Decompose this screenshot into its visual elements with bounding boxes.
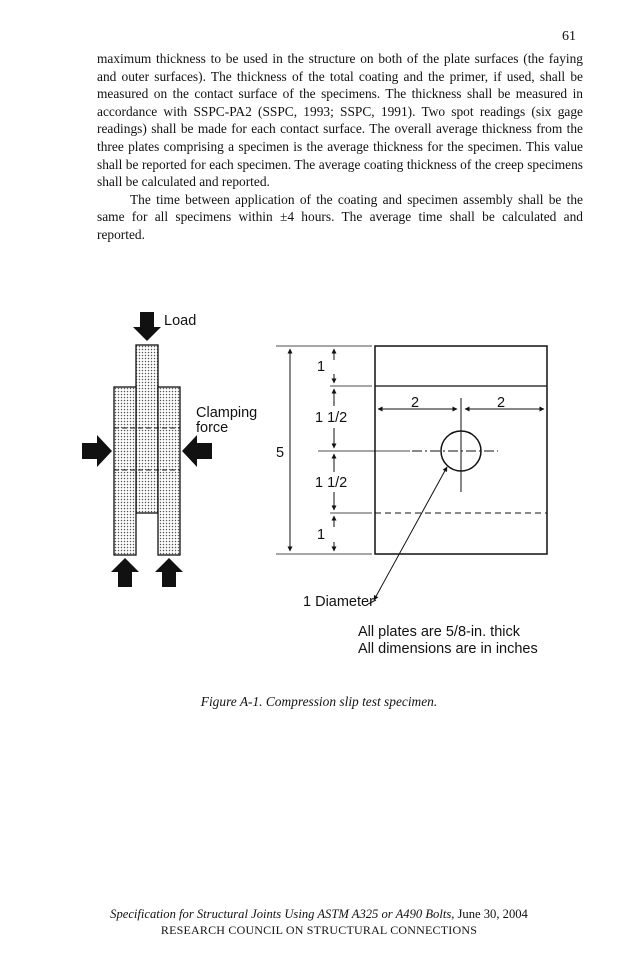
reaction-arrow-left-icon	[111, 558, 139, 587]
dim-bottom: 1	[317, 527, 326, 543]
body-text	[97, 50, 583, 244]
label-force: force	[196, 420, 229, 436]
page-number: 61	[562, 29, 576, 44]
specimen-diagram	[0, 300, 638, 670]
left-outer-plate	[114, 387, 136, 555]
right-clamp-arrow-icon	[182, 435, 212, 467]
right-outer-plate	[158, 387, 180, 555]
dim-total-height: 5	[276, 445, 285, 461]
note-units: All dimensions are in inches	[358, 641, 538, 657]
plate-view	[276, 346, 547, 657]
footer-council: RESEARCH COUNCIL ON STRUCTURAL CONNECTIONS	[160, 923, 478, 937]
label-load: Load	[164, 313, 197, 329]
dim-top: 1	[317, 359, 326, 375]
left-clamp-arrow-icon	[82, 435, 112, 467]
label-clamping: Clamping	[196, 405, 258, 421]
paragraph: The time between application of the coating and specimen assembly shall be the same for all specimens within ±4 hours. The average time shall be calculated and reported.	[97, 191, 583, 242]
dim-upper-mid: 1 1/2	[315, 410, 348, 426]
middle-plate	[136, 345, 158, 513]
paragraph: maximum thickness to be used in the structure on both of the plate surfaces (the faying and outer surfaces). The thickness of the total coating and the primer, if used, shall be measured on the contact surface of the specimens. The thickness shall be measured in accordance with SSPC-PA2 (SSPC, 1993; SSPC, 1991). Two spot readings (six gage readings) shall be made for each contact surface. The overall average thickness from the three plates comprising a specimen is the average thickness for the specimen. This value shall be reported for each specimen. The average coating thickness of the creep specimens shall be calculated and reported.	[97, 51, 583, 190]
dim-lower-mid: 1 1/2	[315, 475, 348, 491]
page-footer	[0, 906, 638, 938]
figure-a1	[0, 300, 638, 670]
footer-title-line	[0, 906, 638, 922]
footer-date: , June 30, 2004	[451, 907, 528, 921]
figure-caption: Figure A-1. Compression slip test specimen.	[200, 694, 438, 709]
note-thickness: All plates are 5/8-in. thick	[358, 624, 520, 640]
dim-left-width: 2	[411, 395, 420, 411]
label-diameter: 1 Diameter	[303, 594, 374, 610]
load-arrow-icon	[133, 312, 161, 341]
dim-right-width: 2	[497, 395, 506, 411]
reaction-arrow-right-icon	[155, 558, 183, 587]
footer-title: Specification for Structural Joints Using ASTM A325 or A490 Bolts	[110, 907, 452, 921]
side-view	[82, 312, 257, 587]
